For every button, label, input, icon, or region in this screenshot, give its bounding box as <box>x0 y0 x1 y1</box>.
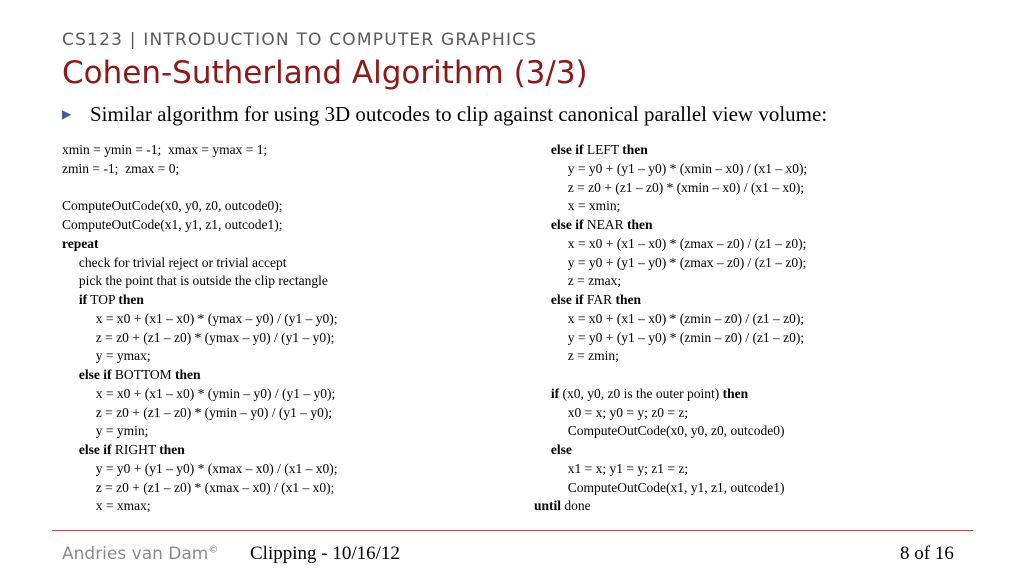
code-line <box>534 404 807 423</box>
code-keyword: else if <box>78 367 112 382</box>
code-text: RIGHT <box>111 442 160 457</box>
code-keyword: repeat <box>62 235 99 251</box>
code-text <box>534 386 551 401</box>
code-keyword: if <box>78 292 88 307</box>
code-line <box>534 497 807 516</box>
code-text <box>534 217 551 232</box>
code-line <box>62 216 337 235</box>
code-line <box>62 347 337 366</box>
code-line <box>534 310 807 329</box>
code-text: z = z0 + (z1 – z0) * (xmin – x0) / (x1 – x0); <box>534 179 805 195</box>
code-text: BOTTOM <box>111 367 176 382</box>
code-line <box>534 422 807 441</box>
slide-title: Cohen-Sutherland Algorithm (3/3) <box>62 55 588 91</box>
footer-author <box>62 544 218 564</box>
code-line <box>62 329 337 348</box>
code-text: xmin = ymin = -1; xmax = ymax = 1; <box>62 142 268 157</box>
code-line <box>62 366 337 385</box>
code-keyword: then <box>615 292 642 307</box>
code-line <box>534 385 807 404</box>
code-text: (x0, y0, z0 is the outer point) <box>559 385 723 401</box>
code-keyword: then <box>118 292 144 307</box>
code-keyword: then <box>175 367 201 382</box>
code-line <box>62 272 337 291</box>
code-text: ComputeOutCode(x1, y1, z1, outcode1); <box>62 217 283 232</box>
code-line <box>62 291 337 310</box>
code-line <box>534 329 807 348</box>
code-text <box>62 442 79 457</box>
author-name: Andries van Dam <box>62 544 209 564</box>
code-line <box>534 216 807 235</box>
code-text: x = x0 + (x1 – x0) * (zmin – z0) / (z1 – z0); <box>534 310 805 326</box>
code-line <box>534 197 807 216</box>
code-keyword: then <box>627 217 653 232</box>
code-line <box>534 235 807 254</box>
code-line <box>534 441 807 460</box>
code-text <box>62 292 79 307</box>
code-keyword: then <box>159 442 185 457</box>
code-text: check for trivial reject or trivial accept <box>62 254 287 270</box>
triangle-right-icon: ▶ <box>62 107 72 121</box>
code-text: y = y0 + (y1 – y0) * (xmin – x0) / (x1 – x0); <box>534 160 808 176</box>
code-line <box>534 366 807 385</box>
code-line <box>62 197 337 216</box>
code-text: NEAR <box>583 217 627 232</box>
code-text: zmin = -1; zmax = 0; <box>62 160 180 176</box>
code-line <box>62 497 337 516</box>
code-line <box>62 422 337 441</box>
code-line <box>62 141 337 160</box>
code-line <box>534 141 807 160</box>
code-line <box>62 404 337 423</box>
code-text <box>62 367 79 382</box>
code-text: TOP <box>87 292 119 307</box>
code-line <box>62 310 337 329</box>
code-text: x0 = x; y0 = y; z0 = z; <box>534 404 689 420</box>
footer-lecture: Clipping - 10/16/12 <box>250 543 400 564</box>
code-text: z = zmax; <box>534 273 622 289</box>
code-line <box>534 179 807 198</box>
code-line <box>62 385 337 404</box>
code-text: ComputeOutCode(x0, y0, z0, outcode0) <box>534 423 785 439</box>
code-text: x = x0 + (x1 – x0) * (zmax – z0) / (z1 – z0); <box>534 235 807 251</box>
code-line <box>534 272 807 291</box>
code-text: FAR <box>583 292 616 307</box>
code-keyword: then <box>722 385 749 401</box>
code-line <box>534 347 807 366</box>
code-keyword: else <box>550 442 572 457</box>
code-text: y = ymin; <box>62 423 149 439</box>
code-line <box>534 160 807 179</box>
footer-divider <box>52 530 973 531</box>
code-text: y = y0 + (y1 – y0) * (xmax – x0) / (x1 – x0); <box>62 460 338 476</box>
code-line <box>62 179 337 198</box>
course-header: CS123 | INTRODUCTION TO COMPUTER GRAPHICS <box>62 30 538 50</box>
code-line <box>62 460 337 479</box>
code-text: z = zmin; <box>534 348 619 364</box>
code-keyword: if <box>550 385 560 401</box>
code-text: y = y0 + (y1 – y0) * (zmin – z0) / (z1 – z0); <box>534 329 805 345</box>
code-text: z = z0 + (z1 – z0) * (ymin – y0) / (y1 – y0); <box>62 404 333 420</box>
code-keyword: until <box>534 498 562 514</box>
code-text <box>534 142 551 157</box>
code-line <box>62 160 337 179</box>
code-text: ComputeOutCode(x0, y0, z0, outcode0); <box>62 198 283 214</box>
pseudocode-right-column <box>534 141 807 516</box>
code-text: y = y0 + (y1 – y0) * (zmax – z0) / (z1 – z0); <box>534 254 807 270</box>
code-keyword: else if <box>550 142 584 157</box>
code-line <box>62 479 337 498</box>
code-text: x = xmin; <box>534 198 621 214</box>
code-text <box>534 442 551 457</box>
code-line <box>534 291 807 310</box>
code-line <box>534 254 807 273</box>
code-text: done <box>561 498 591 514</box>
code-text: x1 = x; y1 = y; z1 = z; <box>534 460 689 476</box>
code-text: z = z0 + (z1 – z0) * (xmax – x0) / (x1 – x0); <box>62 479 335 495</box>
code-text <box>534 292 551 307</box>
code-line <box>62 254 337 273</box>
code-line <box>534 460 807 479</box>
code-line <box>62 441 337 460</box>
bullet-point <box>62 102 827 127</box>
code-text: pick the point that is outside the clip rectangle <box>62 273 328 289</box>
code-text: LEFT <box>583 142 623 157</box>
bullet-text: Similar algorithm for using 3D outcodes to clip against canonical parallel view volume: <box>90 102 828 126</box>
code-text: x = xmax; <box>62 498 151 514</box>
copyright-mark: © <box>208 544 219 556</box>
code-text: y = ymax; <box>62 348 151 364</box>
code-line <box>62 235 337 254</box>
page-number: 8 of 16 <box>900 543 954 564</box>
code-line <box>534 479 807 498</box>
code-keyword: then <box>622 142 648 157</box>
code-keyword: else if <box>550 217 584 232</box>
code-text: x = x0 + (x1 – x0) * (ymin – y0) / (y1 – y0); <box>62 385 336 401</box>
code-keyword: else if <box>550 292 584 307</box>
code-keyword: else if <box>78 442 112 457</box>
code-text: x = x0 + (x1 – x0) * (ymax – y0) / (y1 – y0); <box>62 310 338 326</box>
code-text: ComputeOutCode(x1, y1, z1, outcode1) <box>534 479 785 495</box>
pseudocode-left-column <box>62 141 337 516</box>
code-text: z = z0 + (z1 – z0) * (ymax – y0) / (y1 – y0); <box>62 329 335 345</box>
